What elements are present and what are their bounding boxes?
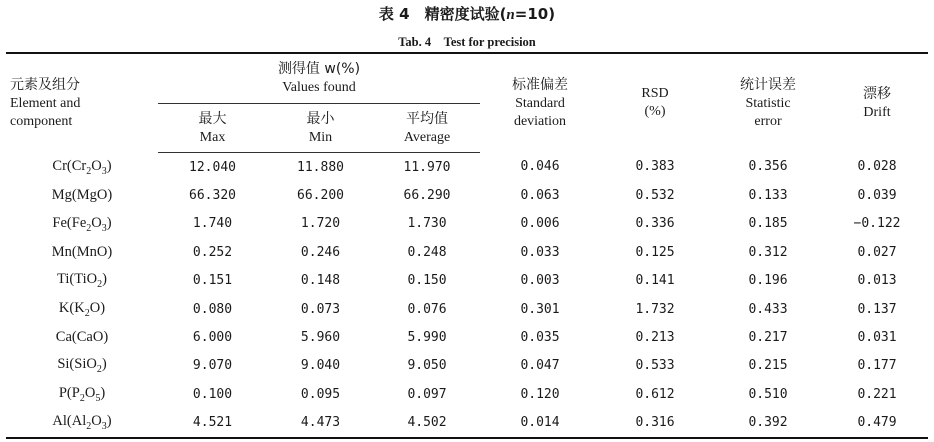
cell-drift: −0.122 <box>853 216 901 232</box>
cell-avg: 66.290 <box>403 188 451 204</box>
table-body <box>6 153 928 438</box>
cell-max: 66.320 <box>189 188 236 204</box>
cell-sd: 0.301 <box>520 301 560 317</box>
cell-min: 11.880 <box>297 159 344 175</box>
cell-se: 0.185 <box>748 216 788 232</box>
header-rsd: RSD (%) <box>600 53 710 153</box>
cell-min: 0.095 <box>300 386 341 402</box>
cell-avg: 0.150 <box>407 273 447 289</box>
caption-zh-prefix: 表 4 精密度试验( <box>378 5 507 23</box>
cell-element: $Al(Al_2O_3)$ <box>6 409 158 438</box>
cell-max: 0.252 <box>192 244 233 260</box>
cell-se: 0.217 <box>748 330 788 346</box>
table-row <box>6 153 928 182</box>
cell-rsd: 0.336 <box>635 216 675 232</box>
table-caption-en: Tab. 4 Test for precision <box>398 35 536 49</box>
cell-avg: 4.502 <box>374 409 480 438</box>
cell-max: 12.040 <box>189 159 236 175</box>
cell-element: Ca(CaO) <box>55 329 109 346</box>
cell-min: 0.073 <box>300 301 341 317</box>
table-row <box>6 323 928 351</box>
cell-sd: 0.035 <box>520 330 560 346</box>
cell-avg: 9.050 <box>407 358 447 374</box>
cell-drift: 0.031 <box>857 330 897 346</box>
table-row <box>6 380 928 408</box>
cell-max: 4.521 <box>158 409 267 438</box>
cell-se: 0.510 <box>748 386 788 402</box>
header-max: 最大 Max <box>158 104 267 153</box>
cell-se: 0.312 <box>748 244 788 260</box>
cell-max: 0.100 <box>192 386 233 402</box>
header-average: 平均值 Average <box>374 104 480 153</box>
cell-drift: 0.013 <box>857 273 897 289</box>
cell-rsd: 0.533 <box>635 358 675 374</box>
caption-zh-suffix: =10) <box>514 5 556 23</box>
cell-sd: 0.063 <box>520 188 560 204</box>
cell-drift: 0.039 <box>857 188 897 204</box>
cell-drift: 0.221 <box>857 386 897 402</box>
cell-element: $Fe(Fe_2O_3)$ <box>52 214 112 234</box>
cell-avg: 1.730 <box>407 216 447 232</box>
cell-sd: 0.047 <box>520 358 560 374</box>
cell-rsd: 0.125 <box>635 244 675 260</box>
header-drift: 漂移 Drift <box>826 53 928 153</box>
precision-table <box>6 52 928 439</box>
cell-rsd: 0.532 <box>635 188 675 204</box>
table-row <box>6 267 928 295</box>
cell-element: $K(K_2O)$ <box>58 299 106 319</box>
header-element: 元素及组分 Element and component <box>6 53 158 153</box>
cell-element: Mn(MnO) <box>51 243 113 260</box>
cell-sd: 0.003 <box>520 273 560 289</box>
cell-sd: 0.014 <box>480 409 600 438</box>
cell-sd: 0.046 <box>520 159 560 175</box>
cell-max: 9.070 <box>192 358 233 374</box>
cell-min: 0.148 <box>300 273 341 289</box>
caption-zh-n: n <box>506 7 515 23</box>
cell-avg: 11.970 <box>403 159 451 175</box>
cell-min: 66.200 <box>297 188 344 204</box>
cell-drift: 0.177 <box>857 358 897 374</box>
table-row <box>6 238 928 266</box>
table-row <box>6 409 928 438</box>
cell-se: 0.215 <box>748 358 788 374</box>
cell-se: 0.196 <box>748 273 788 289</box>
cell-sd: 0.006 <box>520 216 560 232</box>
cell-avg: 0.097 <box>407 386 447 402</box>
cell-rsd: 0.141 <box>635 273 675 289</box>
cell-se: 0.133 <box>748 188 788 204</box>
cell-se: 0.356 <box>748 159 788 175</box>
cell-avg: 0.248 <box>407 244 447 260</box>
header-values-found: 测得值 w(%) Values found <box>158 53 480 104</box>
cell-sd: 0.120 <box>520 386 560 402</box>
header-statistic-error: 统计误差 Statistic error <box>710 53 826 153</box>
cell-element: Mg(MgO) <box>51 187 113 204</box>
cell-se: 0.392 <box>710 409 826 438</box>
cell-rsd: 0.612 <box>635 386 675 402</box>
cell-drift: 0.137 <box>857 301 897 317</box>
table-row <box>6 352 928 380</box>
cell-max: 0.080 <box>192 301 233 317</box>
cell-element: Si(SiO$_2$) <box>57 356 107 376</box>
cell-min: 1.720 <box>300 216 341 232</box>
cell-min: 0.246 <box>300 244 341 260</box>
cell-sd: 0.033 <box>520 244 560 260</box>
cell-drift: 0.028 <box>857 159 897 175</box>
cell-rsd: 0.213 <box>635 330 675 346</box>
cell-max: 1.740 <box>192 216 233 232</box>
cell-min: 9.040 <box>300 358 341 374</box>
cell-rsd: 0.316 <box>600 409 710 438</box>
header-min: 最小 Min <box>267 104 374 153</box>
header-standard-deviation: 标准偏差 Standard deviation <box>480 53 600 153</box>
cell-avg: 0.076 <box>407 301 447 317</box>
cell-rsd: 0.383 <box>635 159 675 175</box>
cell-min: 4.473 <box>267 409 374 438</box>
table-caption-zh <box>0 4 934 25</box>
cell-drift: 0.027 <box>857 244 897 260</box>
table-row <box>6 210 928 238</box>
cell-element: $Cr(Cr_2O_3)$ <box>52 157 112 177</box>
cell-drift: 0.479 <box>826 409 928 438</box>
cell-element: Ti(TiO$_2$) <box>57 271 107 291</box>
cell-se: 0.433 <box>748 301 788 317</box>
cell-max: 6.000 <box>192 330 233 346</box>
cell-max: 0.151 <box>192 273 233 289</box>
table-row <box>6 295 928 323</box>
cell-element: $P(P_2O_5)$ <box>58 384 106 404</box>
cell-avg: 5.990 <box>407 330 447 346</box>
cell-min: 5.960 <box>300 330 341 346</box>
cell-rsd: 1.732 <box>635 301 675 317</box>
table-row <box>6 181 928 209</box>
